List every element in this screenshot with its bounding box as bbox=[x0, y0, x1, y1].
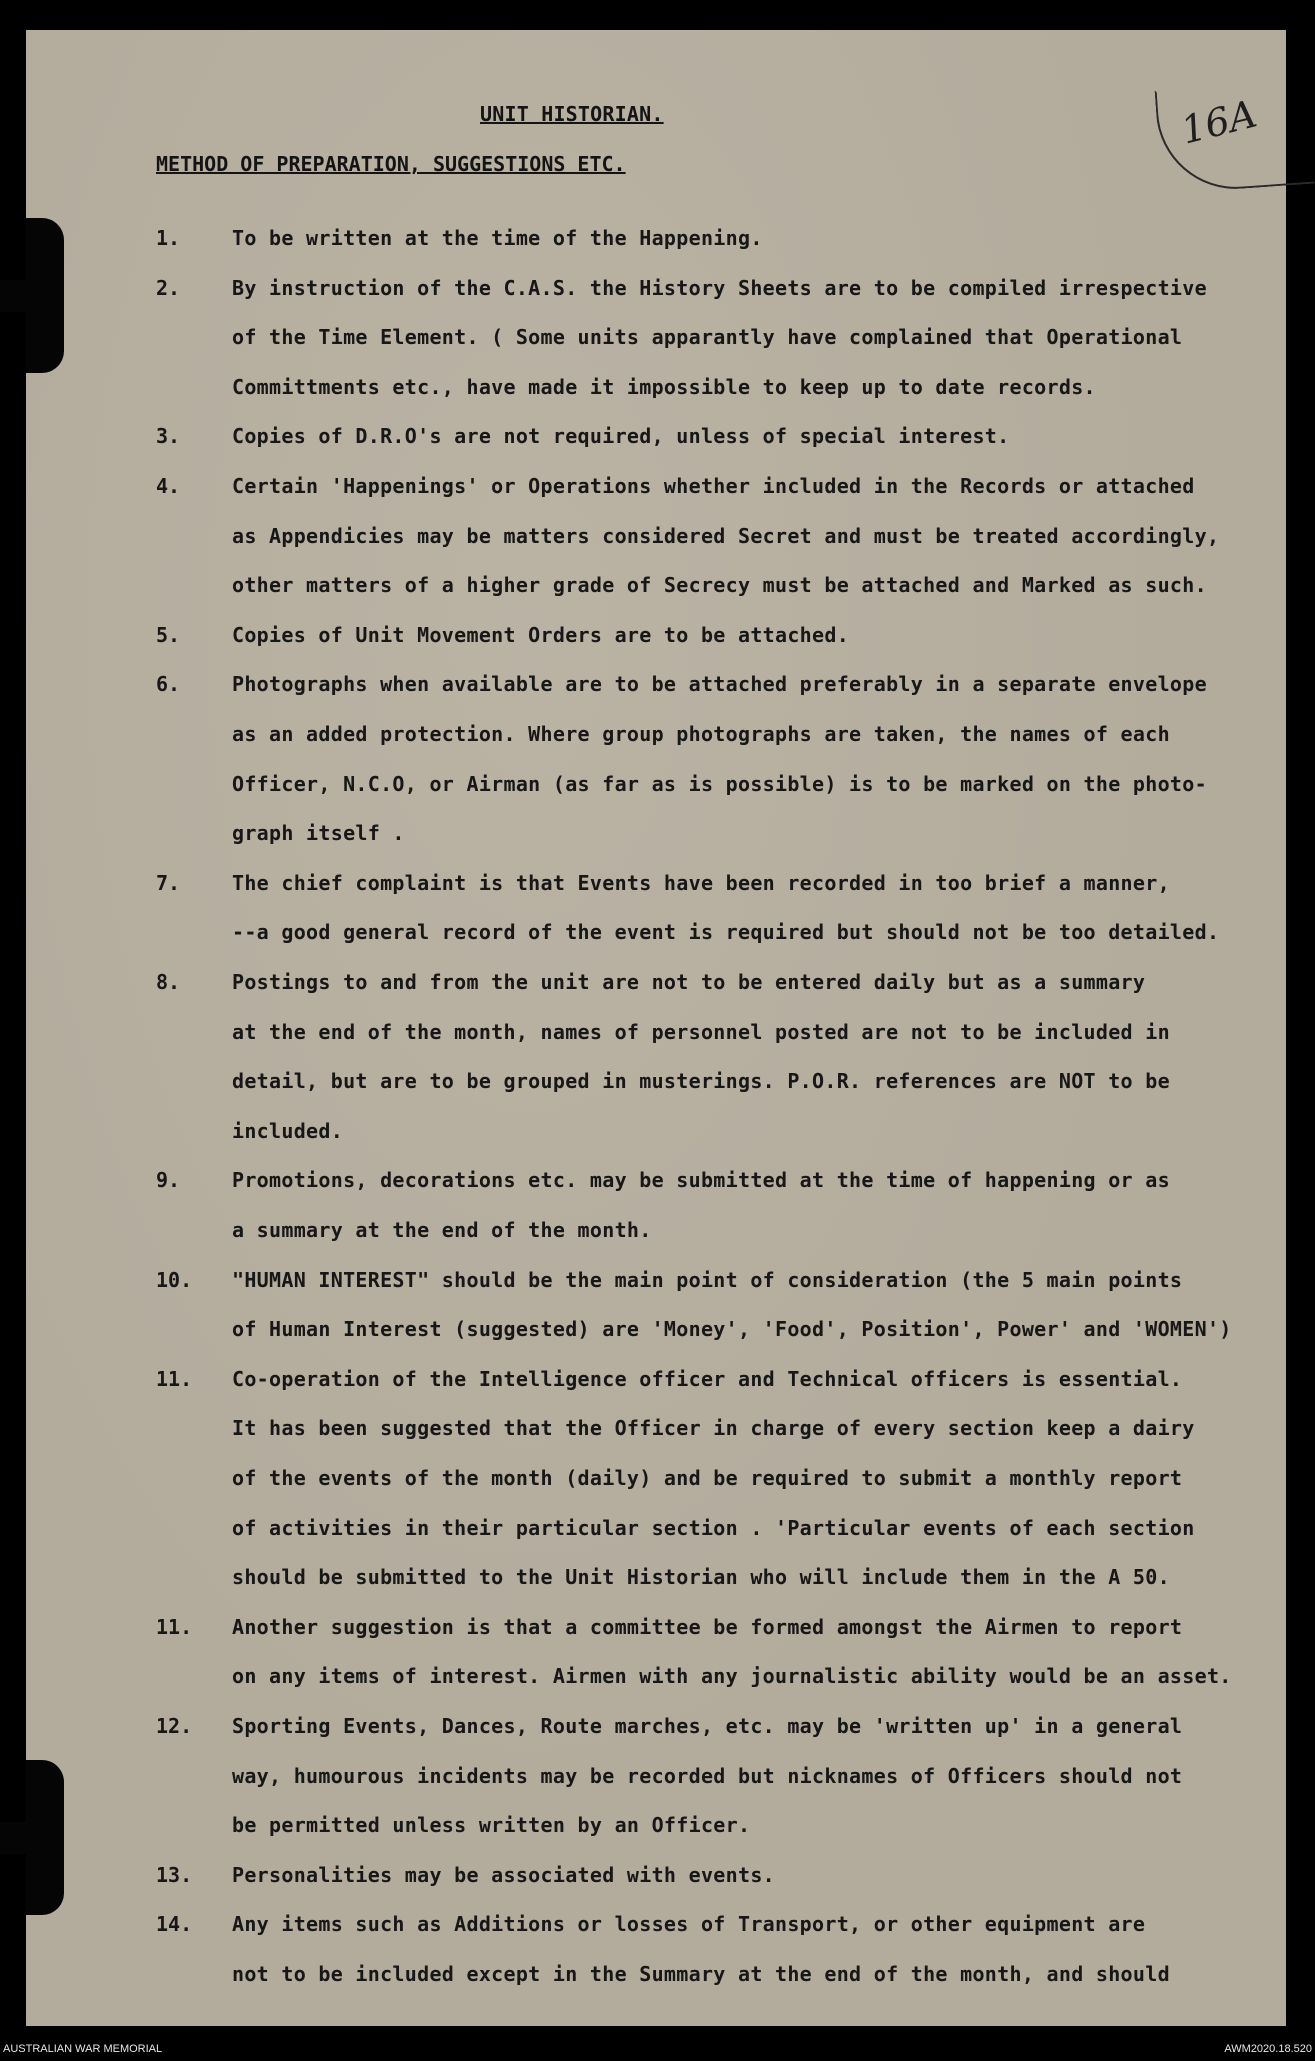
item-text-line: Certain 'Happenings' or Operations whether included in the Records or attached bbox=[232, 474, 1195, 498]
item-text-line: Promotions, decorations etc. may be submitted at the time of happening or as bbox=[232, 1168, 1170, 1193]
item-text-line: It has been suggested that the Officer in charge of every section keep a dairy bbox=[232, 1416, 1195, 1441]
item-number: 8. bbox=[156, 970, 181, 994]
item-text-line: The chief complaint is that Events have been recorded in too brief a manner, bbox=[232, 870, 1170, 895]
item-text-line: Co-operation of the Intelligence officer and Technical officers is essential. bbox=[232, 1366, 1183, 1391]
folio-mark bbox=[1155, 80, 1315, 194]
item-text-line: as an added protection. Where group photographs are taken, the names of each bbox=[232, 722, 1170, 746]
item-text-line: Personalities may be associated with events. bbox=[232, 1862, 776, 1887]
item-text-line: of the Time Element. ( Some units apparantly have complained that Operational bbox=[232, 325, 1183, 350]
item-number: 5. bbox=[156, 622, 181, 647]
item-number: 1. bbox=[156, 226, 181, 250]
item-number: 9. bbox=[156, 1168, 181, 1193]
item-number: 11. bbox=[156, 1366, 193, 1391]
item-text-line: other matters of a higher grade of Secrecy must be attached and Marked as such. bbox=[232, 573, 1207, 598]
item-text-line: --a good general record of the event is required but should not be too detailed. bbox=[232, 920, 1220, 945]
footer-left: AUSTRALIAN WAR MEMORIAL bbox=[3, 2043, 163, 2055]
item-number: 12. bbox=[156, 1714, 193, 1738]
item-text-line: of Human Interest (suggested) are 'Money', 'Food', Position', Power' and 'WOMEN') bbox=[232, 1317, 1232, 1342]
folio-number: 16A bbox=[1176, 91, 1261, 153]
item-number: 6. bbox=[156, 672, 181, 697]
punch-hole-bottom bbox=[26, 1760, 64, 1915]
item-number: 13. bbox=[156, 1862, 193, 1887]
item-text-line: graph itself . bbox=[232, 821, 405, 846]
item-text-line: of activities in their particular section . 'Particular events of each section bbox=[232, 1515, 1195, 1540]
item-text-line: Committments etc., have made it impossible to keep up to date records. bbox=[232, 374, 1096, 399]
item-text-line: To be written at the time of the Happening. bbox=[232, 226, 763, 250]
item-number: 7. bbox=[156, 870, 181, 895]
item-text-line: included. bbox=[232, 1118, 344, 1143]
item-text-line: Any items such as Additions or losses of Transport, or other equipment are bbox=[232, 1912, 1146, 1937]
item-text-line: of the events of the month (daily) and be required to submit a monthly report bbox=[232, 1466, 1183, 1490]
item-number: 2. bbox=[156, 275, 181, 300]
item-text-line: should be submitted to the Unit Historian who will include them in the A 50. bbox=[232, 1565, 1170, 1590]
item-text-line: By instruction of the C.A.S. the History Sheets are to be compiled irrespective bbox=[232, 275, 1207, 300]
item-text-line: Photographs when available are to be attached preferably in a separate envelope bbox=[232, 672, 1207, 697]
item-text-line: detail, but are to be grouped in musterings. P.O.R. references are NOT to be bbox=[232, 1069, 1170, 1094]
item-number: 14. bbox=[156, 1912, 193, 1937]
document-subtitle: METHOD OF PREPARATION, SUGGESTIONS ETC. bbox=[156, 152, 626, 176]
document-title: UNIT HISTORIAN. bbox=[480, 102, 664, 126]
footer-right: AWM2020.18.520 bbox=[1224, 2043, 1312, 2055]
punch-hole-top bbox=[26, 218, 64, 373]
item-text-line: as Appendicies may be matters considered Secret and must be treated accordingly, bbox=[232, 523, 1220, 548]
item-text-line: Postings to and from the unit are not to be entered daily but as a summary bbox=[232, 970, 1146, 994]
item-text-line: not to be included except in the Summary at the end of the month, and should bbox=[232, 1962, 1170, 1986]
item-text-line: Copies of D.R.O's are not required, unless of special interest. bbox=[232, 424, 1010, 449]
item-text-line: Another suggestion is that a committee be formed amongst the Airmen to report bbox=[232, 1614, 1183, 1639]
item-number: 3. bbox=[156, 424, 181, 449]
item-text-line: Sporting Events, Dances, Route marches, etc. may be 'written up' in a general bbox=[232, 1714, 1183, 1738]
item-text-line: Copies of Unit Movement Orders are to be attached. bbox=[232, 622, 850, 647]
item-text-line: be permitted unless written by an Officer. bbox=[232, 1813, 751, 1838]
item-text-line: at the end of the month, names of personnel posted are not to be included in bbox=[232, 1019, 1170, 1044]
item-number: 11. bbox=[156, 1614, 193, 1639]
item-text-line: way, humourous incidents may be recorded but nicknames of Officers should not bbox=[232, 1763, 1183, 1788]
item-text-line: "HUMAN INTEREST" should be the main point of consideration (the 5 main points bbox=[232, 1267, 1183, 1292]
item-text-line: a summary at the end of the month. bbox=[232, 1218, 652, 1242]
item-text-line: on any items of interest. Airmen with any journalistic ability would be an asset. bbox=[232, 1664, 1232, 1689]
item-text-line: Officer, N.C.O, or Airman (as far as is possible) is to be marked on the photo- bbox=[232, 771, 1207, 796]
item-number: 4. bbox=[156, 474, 181, 498]
item-number: 10. bbox=[156, 1267, 193, 1292]
